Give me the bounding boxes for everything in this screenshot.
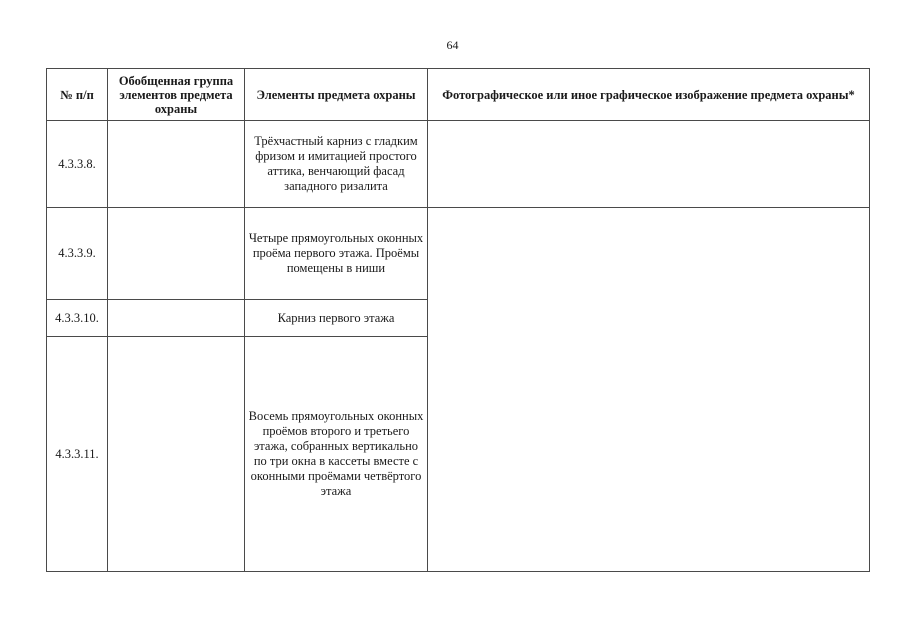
header-num: № п/п <box>47 69 108 121</box>
table-row <box>47 121 870 208</box>
row-group <box>108 337 245 572</box>
page-number: 64 <box>446 38 459 52</box>
row-number: 4.3.3.8. <box>47 121 108 208</box>
image-cell-merged <box>428 208 870 572</box>
header-image: Фотографическое или иное графическое изображение предмета охраны* <box>428 69 870 121</box>
table-header-row <box>47 69 870 121</box>
row-group <box>108 300 245 337</box>
row-element: Четыре прямоугольных оконных проёма первого этажа. Проёмы помещены в ниши <box>245 208 428 300</box>
image-cell <box>428 121 870 208</box>
row-element: Восемь прямоугольных оконных проёмов второго и третьего этажа, собранных вертикально по три окна в кассеты вместе с оконными проёмами четвёртого этажа <box>245 337 428 572</box>
row-group <box>108 208 245 300</box>
row-element: Карниз первого этажа <box>245 300 428 337</box>
row-group <box>108 121 245 208</box>
row-number: 4.3.3.11. <box>47 337 108 572</box>
table-row <box>47 208 870 300</box>
protected-elements-table <box>46 68 870 572</box>
row-element: Трёхчастный карниз с гладким фризом и имитацией простого аттика, венчающий фасад западного ризалита <box>245 121 428 208</box>
row-number: 4.3.3.9. <box>47 208 108 300</box>
header-elements: Элементы предмета охраны <box>245 69 428 121</box>
header-group: Обобщенная группа элементов предмета охраны <box>108 69 245 121</box>
row-number: 4.3.3.10. <box>47 300 108 337</box>
